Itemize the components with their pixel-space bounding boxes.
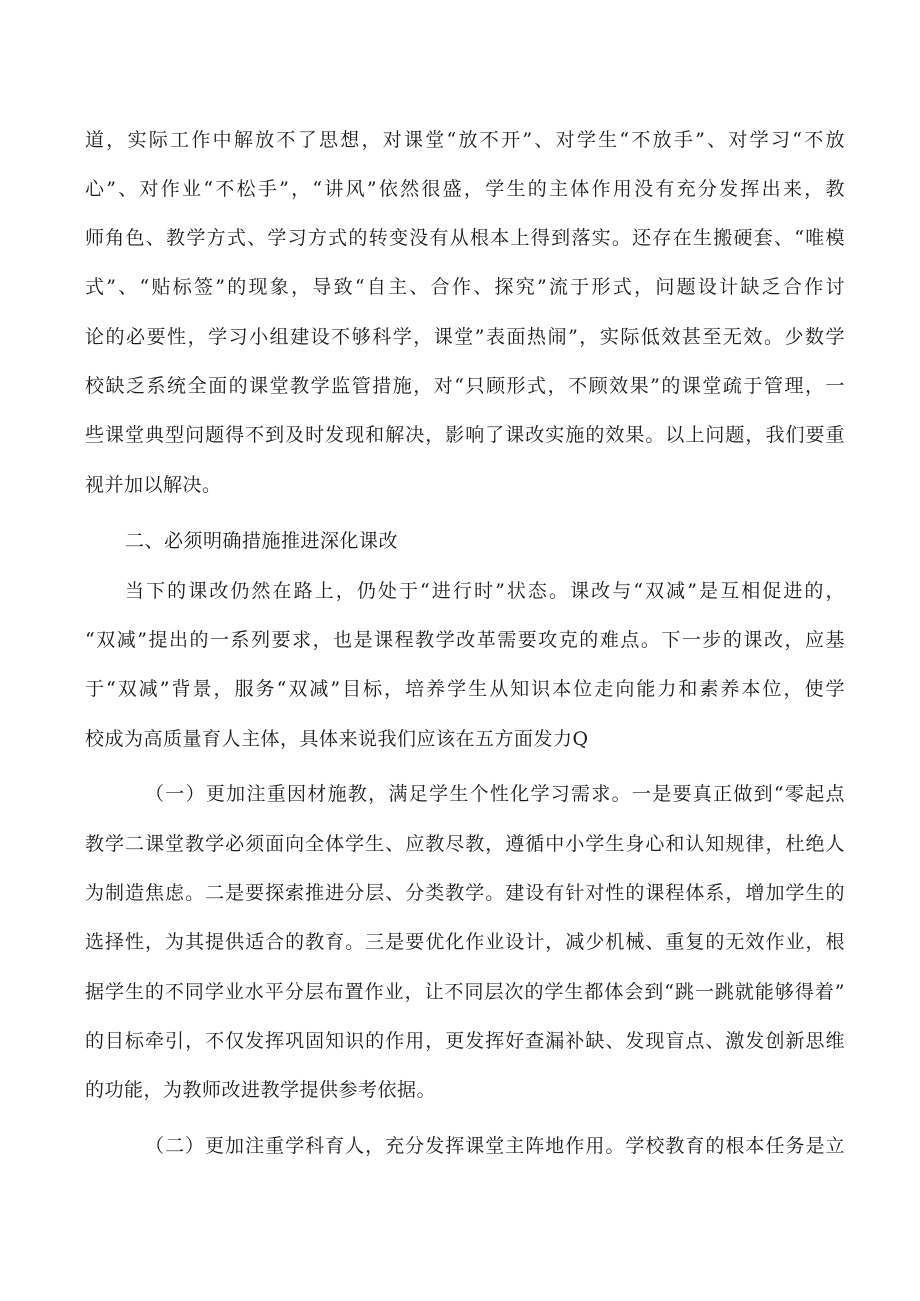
text-line: 校缺乏系统全面的课堂教学监管措施，对“只顾形式，不顾效果”的课堂疏于管理，一 bbox=[85, 375, 845, 397]
text-line: 道，实际工作中解放不了思想，对课堂“放不开”、对学生“不放手”、对学习“不放 bbox=[85, 129, 845, 151]
text-line: 为制造焦虑。二是要探索推进分层、分类教学。建设有针对性的课程体系，增加学生的 bbox=[85, 882, 845, 904]
text-line: 当下的课改仍然在路上，仍处于“进行时”状态。课改与“双减”是互相促进的， bbox=[125, 580, 845, 602]
text-line: 心”、对作业“不松手”，“讲风”依然很盛，学生的主体作用没有充分发挥出来，教 bbox=[85, 178, 845, 200]
text-line: 的功能，为教师改进教学提供参考依据。 bbox=[85, 1079, 437, 1101]
text-line: 论的必要性，学习小组建设不够科学，课堂”表面热闹”，实际低效甚至无效。少数学 bbox=[85, 326, 845, 348]
text-line: 于“双减”背景，服务“双减”目标，培养学生从知识本位走向能力和素养本位，使学 bbox=[85, 678, 845, 700]
text-line: （二）更加注重学科育人，充分发挥课堂主阵地作用。学校教育的根本任务是立 bbox=[145, 1135, 845, 1157]
section-heading: 二、必须明确措施推进深化课改 bbox=[125, 530, 399, 552]
text-line: （一）更加注重因材施教，满足学生个性化学习需求。一是要真正做到“零起点 bbox=[145, 783, 845, 805]
text-line: 视并加以解决。 bbox=[85, 474, 222, 496]
text-line: 的目标牵引，不仅发挥巩固知识的作用，更发挥好查漏补缺、发现盲点、激发创新思维 bbox=[85, 1030, 845, 1052]
text-line: 师角色、教学方式、学习方式的转变没有从根本上得到落实。还存在生搬硬套、“唯模 bbox=[85, 227, 845, 249]
text-line: 教学二课堂教学必须面向全体学生、应教尽教，遵循中小学生身心和认知规律，杜绝人 bbox=[85, 833, 845, 855]
text-line: 校成为高质量育人主体，具体来说我们应该在五方面发力Q bbox=[85, 728, 589, 750]
text-line: 选择性，为其提供适合的教育。三是要优化作业设计，减少机械、重复的无效作业，根 bbox=[85, 931, 845, 953]
text-line: 些课堂典型问题得不到及时发现和解决，影响了课改实施的效果。以上问题，我们要重 bbox=[85, 424, 845, 446]
text-line: “双减”提出的一系列要求，也是课程教学改革需要攻克的难点。下一步的课改，应基 bbox=[85, 629, 845, 651]
text-line: 据学生的不同学业水平分层布置作业，让不同层次的学生都体会到“跳一跳就能够得着” bbox=[85, 981, 845, 1003]
text-line: 式”、“贴标签”的现象，导致“自主、合作、探究”流于形式，问题设计缺乏合作讨 bbox=[85, 276, 845, 298]
